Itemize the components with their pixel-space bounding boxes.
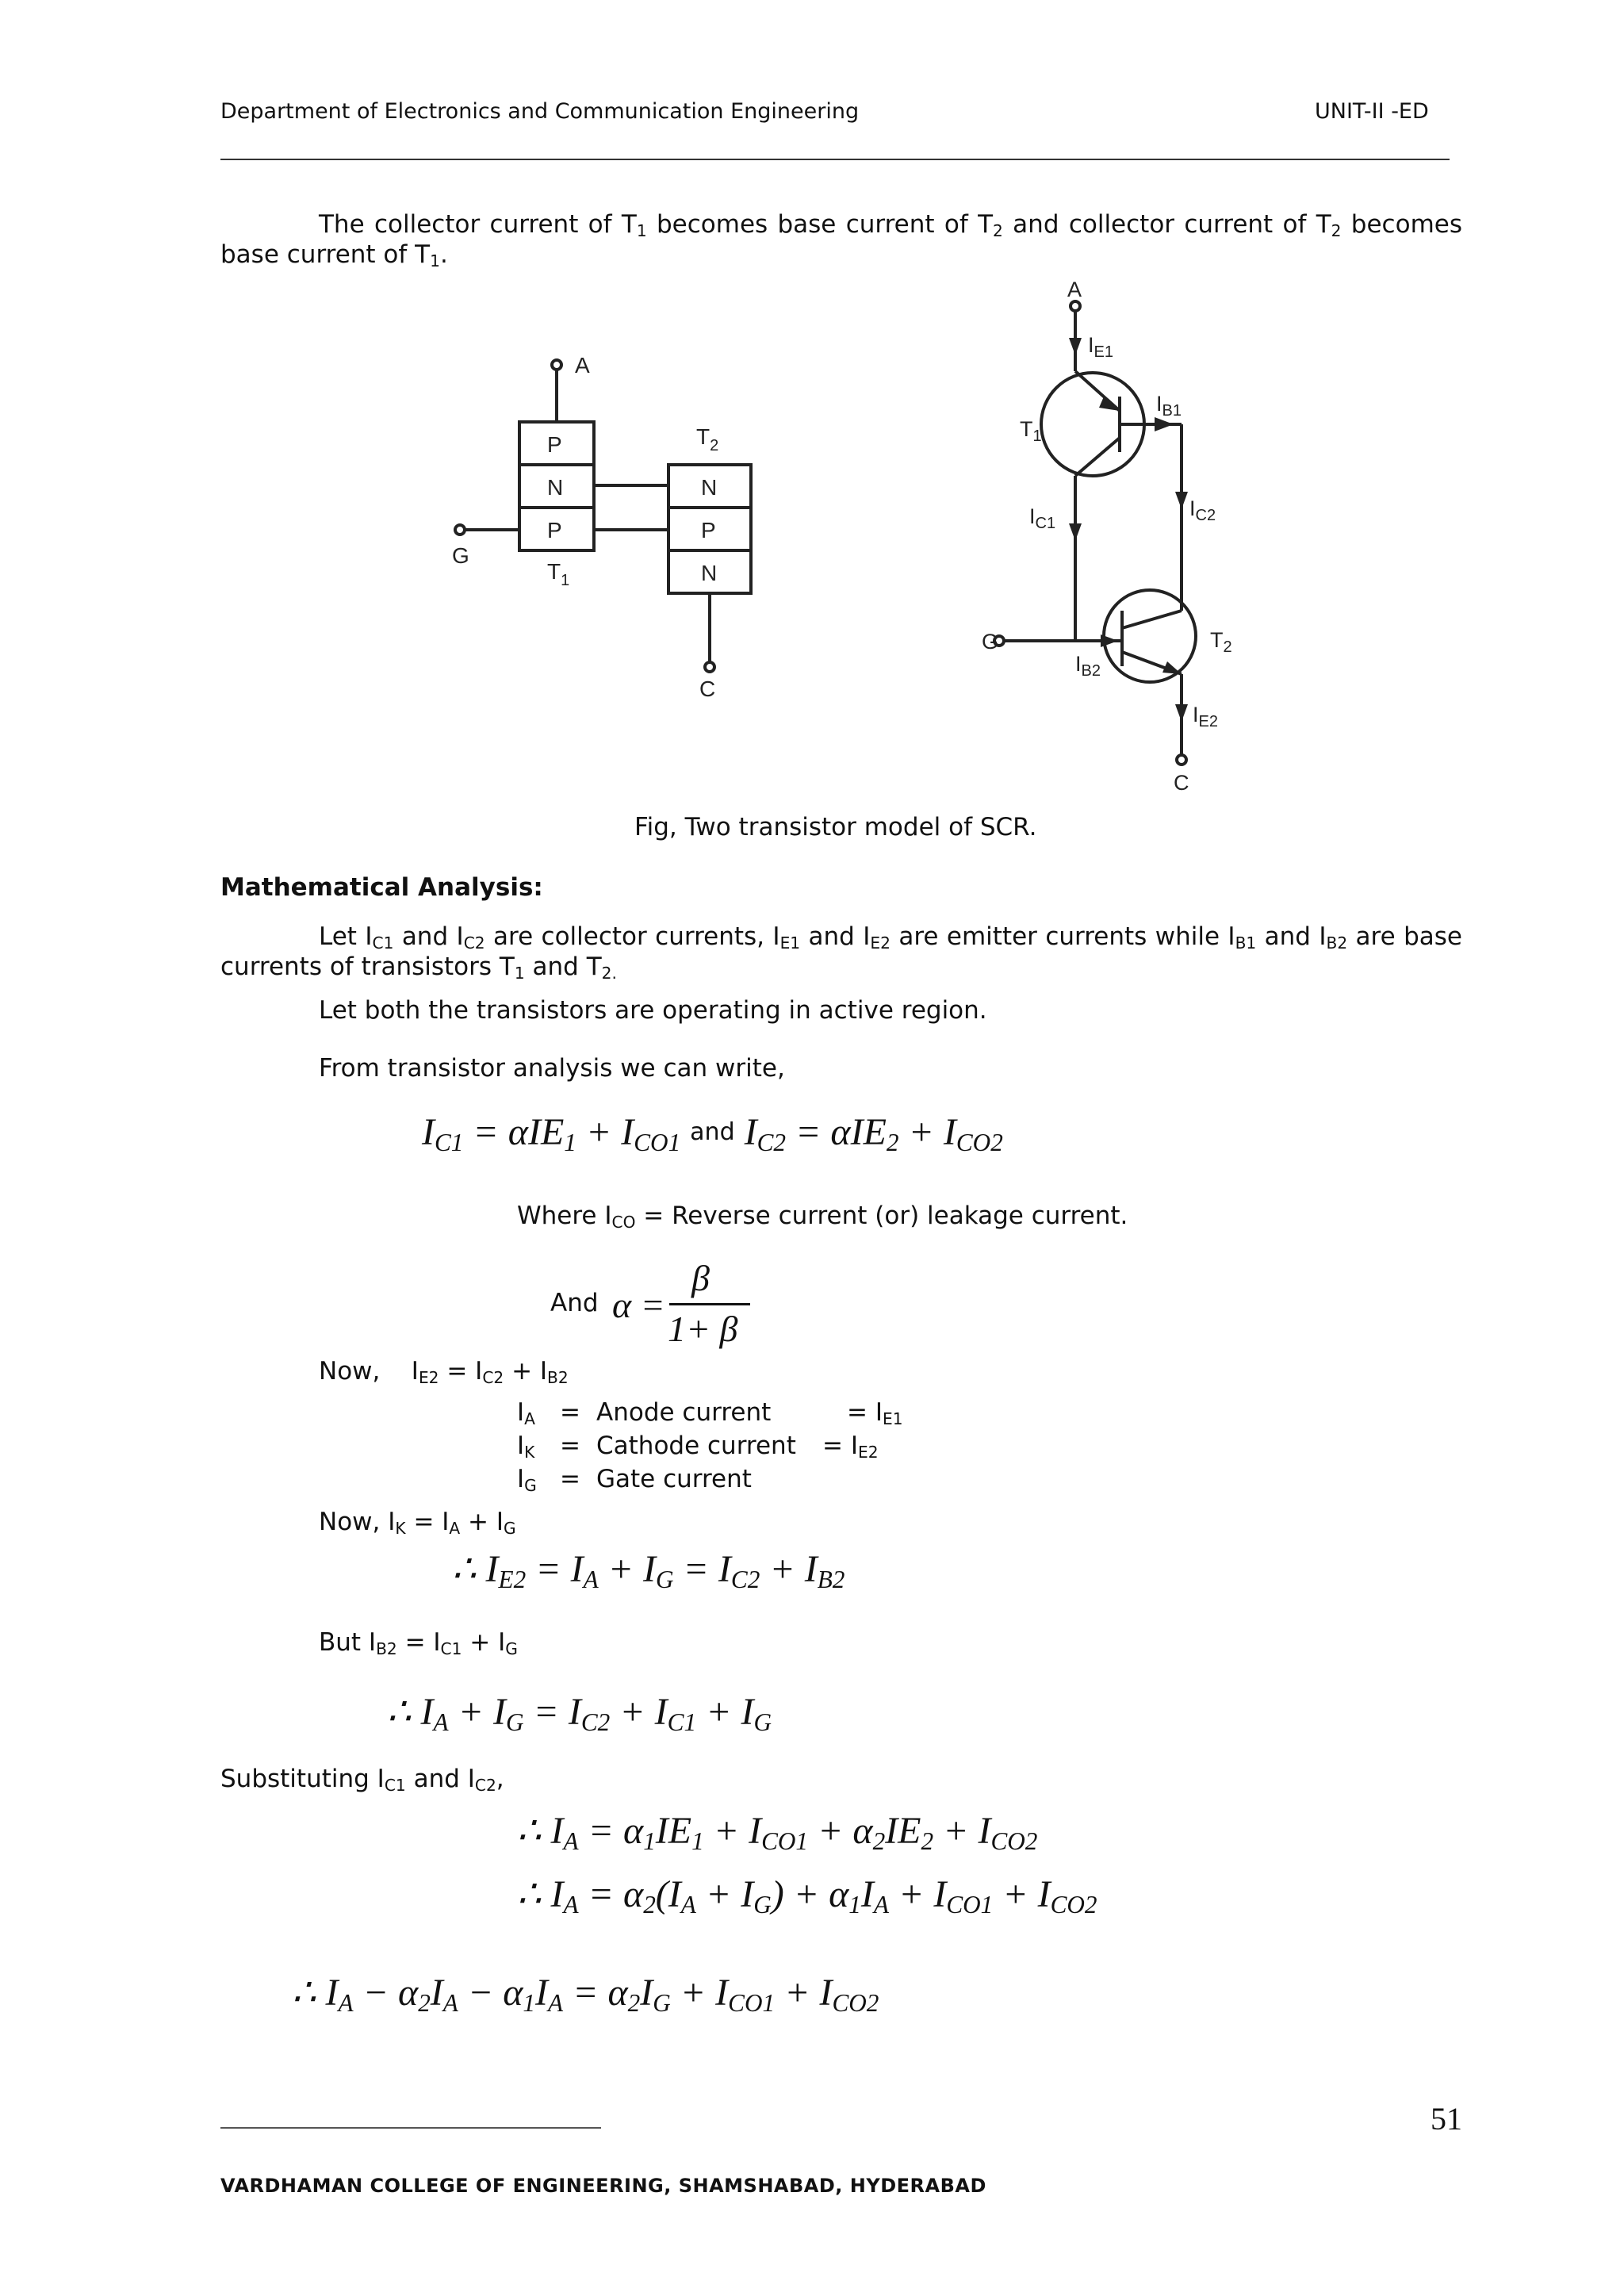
figure-caption: Fig, Two transistor model of SCR. [634,813,1037,841]
equation-ie2: ∴ $I_{E2} = I_A + I_G = I_{C2} + I_{B2}$ [452,1548,845,1593]
anode-terminal-dot [1071,301,1080,311]
label-t1: $T_1$ [1020,417,1042,445]
t1-layer-2: N [547,475,564,500]
t2-layer-1: N [701,475,718,500]
header-unit: UNIT-II -ED [1315,99,1429,124]
now-ik-line: Now, $I_K = I_A + I_G$ [319,1508,516,1539]
t2-symbol [1104,590,1196,682]
now-ie2-line: Now, $I_{E2} = I_{C2} + I_{B2}$ [319,1357,569,1388]
label-c: C [699,677,716,701]
footer-college: VARDHAMAN COLLEGE OF ENGINEERING, SHAMSHABAD, HYDERABAD [220,2175,986,2197]
label-t2: $T_2$ [1210,628,1232,656]
t2-layer-3: N [701,561,718,585]
page-number: 51 [1431,2101,1462,2137]
terminal-g-dot [455,525,465,535]
equation-collector-currents: $I_{C1} = \alpha IE_1 + I_{CO1}$ and $I_{C2} = \alpha IE_2 + I_{CO2}$ [422,1111,1003,1156]
t1-layer-1: P [547,432,562,457]
label-g: G [452,543,469,568]
label-ic1: $I_{C1}$ [1029,504,1056,532]
label-cathode: C [1174,771,1189,795]
footer-rule [220,2127,601,2129]
section-heading: Mathematical Analysis: [220,873,543,902]
header-department: Department of Electronics and Communication Engineering [220,99,860,124]
equation-substitution-1: ∴ $I_A = \alpha_1IE_1 + I_{CO1} + \alpha_2IE_2 + I_{CO2}$ [517,1810,1038,1855]
label-ic2: $I_{C2}$ [1189,496,1216,524]
t2-layer-2: P [701,518,716,542]
eq1-and: and [690,1118,735,1146]
terminal-a-dot [552,360,561,370]
label-ie2: $I_{E2}$ [1193,703,1218,730]
label-gate: G [982,630,999,654]
label-ib2: $I_{B2}$ [1075,652,1101,680]
intro-paragraph: The collector current of $T_1$ becomes base current of $T_2$ and collector current of $T_2$ becomes base current of $T_1$. [220,210,1462,271]
t1-layer-3: P [547,518,562,542]
two-transistor-circuit-diagram [952,278,1285,801]
label-t1: $T_1$ [547,559,570,589]
label-ie1: $I_{E1}$ [1088,333,1113,361]
label-ib1: $I_{B1}$ [1156,392,1182,420]
label-a: A [575,353,590,378]
active-region-text: Let both the transistors are operating in active region. [319,996,987,1025]
and-label: And [550,1289,599,1317]
where-ico-text: Where $I_{CO}$ = Reverse current (or) leakage current. [517,1202,1128,1232]
equation-substitution-3: ∴ $I_A - \alpha_2I_A - \alpha_1I_A = \alpha_2I_G + I_{CO1} + I_{CO2}$ [292,1972,879,2017]
terminal-c-dot [705,662,714,672]
equation-substitution-2: ∴ $I_A = \alpha_2(I_A + I_G) + \alpha_1I_A + I_{CO1} + I_{CO2}$ [517,1873,1097,1918]
substituting-line: Substituting $I_{C1}$ and $I_{C2}$, [220,1765,504,1796]
label-anode: A [1067,278,1082,301]
cathode-terminal-dot [1177,755,1186,765]
let-paragraph: Let $I_{C1}$ and $I_{C2}$ are collector currents, $I_{E1}$ and $I_{E2}$ are emitter currents while $I_{B1}$ and $I_{B2}$ are base currents of transistors $T_1$ and $T_{2.}$ [220,922,1462,983]
but-ib2-line: But $I_{B2} = I_{C1} + I_G$ [319,1628,518,1659]
from-analysis-text: From transistor analysis we can write, [319,1054,785,1083]
label-t2: $T_2$ [696,424,719,454]
header-rule [220,159,1450,160]
two-transistor-block-diagram [444,333,777,714]
equation-ia-ig: ∴ $I_A + I_G = I_{C2} + I_{C1} + I_G$ [387,1691,772,1736]
